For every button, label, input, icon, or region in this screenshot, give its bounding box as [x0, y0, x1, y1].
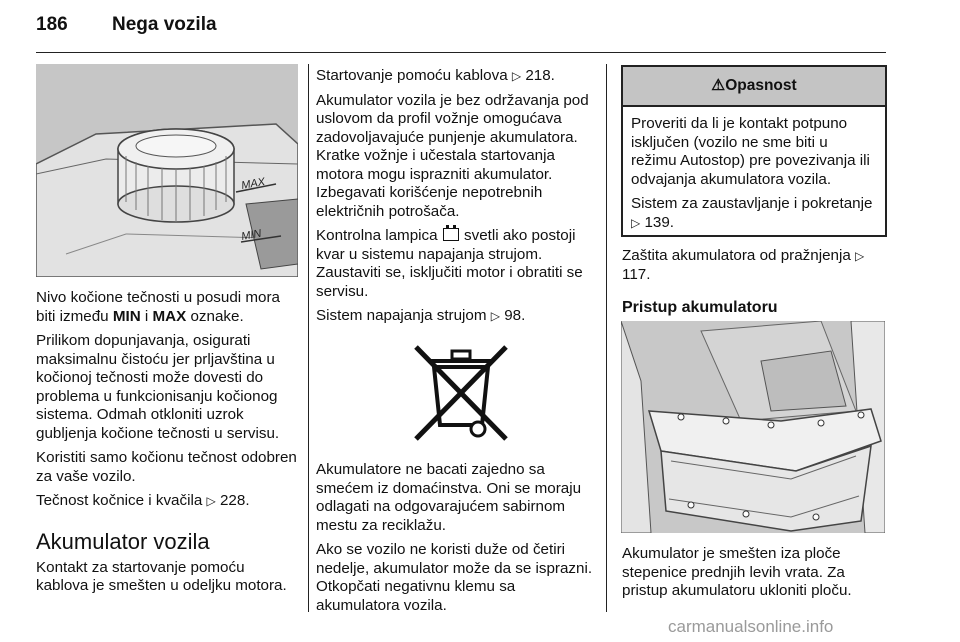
- warning-title: Opasnost: [725, 77, 797, 94]
- page-ref-link[interactable]: 139.: [644, 213, 675, 231]
- max-label: MAX: [152, 307, 187, 325]
- text-fragment: Tečnost kočnice i kvačila: [36, 492, 207, 509]
- warning-body: [623, 107, 885, 232]
- column-divider-2: [606, 64, 607, 612]
- text-fragment: Kontrolna lampica: [316, 227, 442, 244]
- text-fragment: Sistem napajanja strujom: [316, 307, 491, 324]
- section-heading-battery-access: Pristup akumulatoru: [622, 299, 778, 316]
- page-ref-link[interactable]: 98.: [504, 307, 526, 324]
- page-ref-link[interactable]: 117.: [622, 265, 651, 283]
- battery-location-paragraph: Akumulator je smešten iza ploče stepenice prednjih levih vrata. Za pristup akumulatoru ukloniti ploču.: [622, 545, 852, 599]
- chapter-title: Nega vozila: [112, 14, 217, 35]
- watermark-text: carmanualsonline.info: [668, 617, 834, 636]
- approved-fluid-paragraph: Koristiti samo kočionu tečnost odobren za vaše vozilo.: [36, 449, 297, 485]
- battery-warning-icon: [443, 228, 459, 241]
- fluid-reference-paragraph: [36, 492, 300, 511]
- crossed-out-bin-icon: [408, 343, 514, 445]
- column-2: [316, 67, 600, 332]
- text-fragment: i: [140, 307, 153, 325]
- page-ref-link[interactable]: 218.: [525, 67, 555, 84]
- warning-paragraph-1: Proveriti da li je kontakt potpuno isključen (vozilo ne sme biti u režimu Autostop) pre povezivanja ili odvajanja akumulatora vozila.: [631, 115, 870, 188]
- reservoir-drawing: [36, 64, 298, 277]
- brake-fluid-level-paragraph: [36, 289, 300, 326]
- text-fragment: oznake.: [186, 307, 244, 325]
- max-mark-label: MAX: [240, 175, 267, 192]
- page-ref-icon: ▷: [206, 494, 216, 508]
- text-fragment: Startovanje pomoću kablova: [316, 67, 512, 84]
- column-3-lower: [622, 545, 886, 607]
- column-divider-1: [308, 64, 309, 612]
- brake-fluid-reservoir-illustration: [36, 64, 298, 277]
- page-header: [36, 14, 886, 53]
- step-panel-drawing: [621, 321, 885, 533]
- danger-warning-box: [621, 65, 887, 237]
- page-ref-link[interactable]: 228.: [219, 492, 250, 509]
- power-supply-reference-paragraph: [316, 307, 600, 326]
- column-2-lower: [316, 461, 600, 621]
- disposal-paragraph: Akumulatore ne bacati zajedno sa smećem iz domaćinstva. Oni se moraju odlagati na odgovarajućem sabirnom mestu za reciklažu.: [316, 461, 582, 534]
- text-fragment: Sistem za zaustavljanje i pokretanje: [631, 195, 873, 212]
- min-label: MIN: [112, 307, 141, 325]
- column-1: [36, 289, 300, 602]
- page-ref-icon: ▷: [855, 249, 865, 263]
- jump-start-contact-paragraph: Kontakt za startovanje pomoću kablova je smešten u odeljku motora.: [36, 558, 287, 594]
- warning-lamp-paragraph: [316, 227, 600, 301]
- column-3: [622, 247, 886, 318]
- warning-paragraph-2: [631, 195, 877, 232]
- page-number: 186: [36, 14, 68, 35]
- section-heading-battery: Akumulator vozila: [36, 528, 210, 554]
- discharge-protection-paragraph: [622, 247, 886, 284]
- battery-access-illustration: [621, 321, 885, 533]
- jump-start-reference-paragraph: [316, 67, 600, 86]
- page-ref-icon: ▷: [631, 215, 641, 230]
- long-storage-paragraph: Ako se vozilo ne koristi duže od četiri nedelje, akumulator može da se isprazni. Otkopčati negativnu klemu sa akumulatora vozila.: [316, 541, 593, 614]
- warning-triangle-icon: ⚠: [711, 77, 726, 94]
- page-ref-icon: ▷: [511, 69, 522, 83]
- text-fragment: Nivo kočione tečnosti u posudi mora biti između: [36, 289, 280, 325]
- min-mark-label: MIN: [240, 227, 263, 243]
- topping-up-paragraph: Prilikom dopunjavanja, osigurati maksimalnu čistoću jer prljavština u kočionoj tečnosti može dovesti do problema u funkcionisanju kočionog sistema. Odmah otkloniti uzrok gubljenja kočione tečnosti u servisu.: [36, 332, 280, 442]
- text-fragment: svetli ako postoji kvar u sistemu napajanja strujom. Zaustaviti se, isključiti motor i obratiti se servisu.: [316, 227, 583, 300]
- maintenance-free-paragraph: Akumulator vozila je bez održavanja pod uslovom da profil vožnje omogućava zadovoljavajuće punjenje akumulatora. Kratke vožnje i učestala startovanja motora mogu isprazniti akumulator. Izbegavati korišćenje nepotrebnih električnih potrošača.: [316, 91, 589, 220]
- page-ref-icon: ▷: [490, 309, 500, 323]
- text-fragment: Zaštita akumulatora od pražnjenja: [622, 247, 856, 264]
- warning-header: [623, 67, 885, 107]
